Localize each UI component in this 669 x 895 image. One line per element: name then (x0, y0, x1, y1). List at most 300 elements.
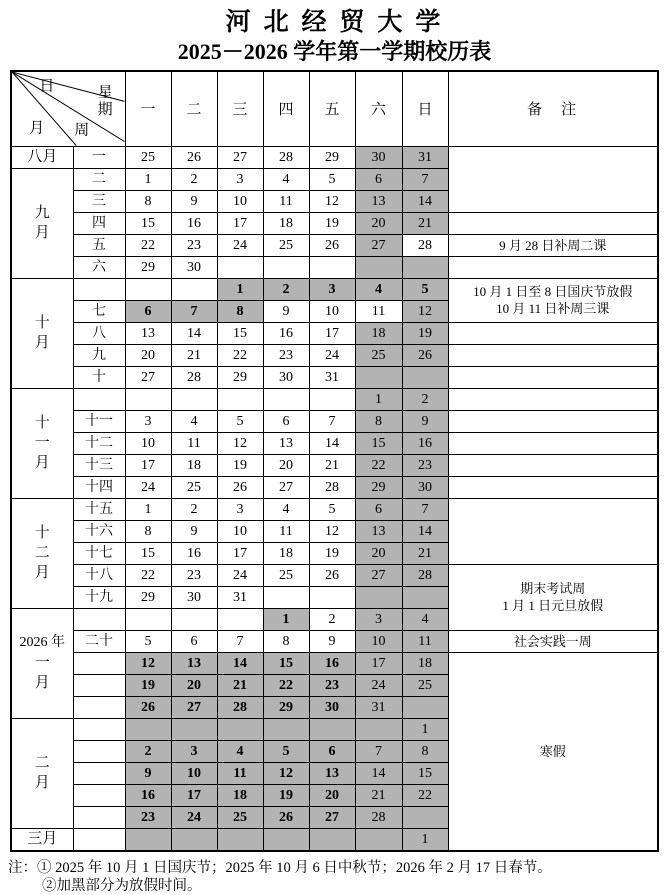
day-cell: 6 (125, 300, 171, 322)
day-cell: 24 (171, 806, 217, 828)
calendar-week-row (11, 410, 658, 432)
day-cell: 1 (402, 828, 448, 851)
day-cell: 5 (309, 498, 355, 520)
weekday-header-mon: 一 (125, 71, 171, 146)
calendar-week-row (11, 322, 658, 344)
week-number-label (73, 652, 125, 674)
day-cell: 23 (263, 344, 309, 366)
calendar-week-row (11, 256, 658, 278)
week-number-label: 七 (73, 300, 125, 322)
day-cell: 30 (309, 696, 355, 718)
day-cell: 15 (263, 652, 309, 674)
day-cell: 1 (217, 278, 263, 300)
day-cell: 13 (309, 762, 355, 784)
day-cell: 27 (125, 366, 171, 388)
day-cell: 16 (171, 212, 217, 234)
weekday-header-tue: 二 (171, 71, 217, 146)
day-cell (217, 388, 263, 410)
calendar-week-row (11, 630, 658, 652)
week-number-label (73, 828, 125, 851)
footnote-2: ②加黑部分为放假时间。 (42, 877, 202, 894)
day-cell (402, 696, 448, 718)
day-cell: 31 (309, 366, 355, 388)
day-cell: 20 (263, 454, 309, 476)
day-cell: 22 (125, 564, 171, 586)
week-number-label: 九 (73, 344, 125, 366)
day-cell: 27 (355, 234, 402, 256)
day-cell: 9 (171, 520, 217, 542)
day-cell: 18 (402, 652, 448, 674)
day-cell: 28 (402, 564, 448, 586)
calendar-week-row (11, 366, 658, 388)
day-cell (125, 278, 171, 300)
footnotes (8, 859, 669, 895)
week-number-label: 十五 (73, 498, 125, 520)
day-cell: 8 (263, 630, 309, 652)
day-cell: 17 (309, 322, 355, 344)
day-cell: 3 (355, 608, 402, 630)
day-cell: 4 (171, 410, 217, 432)
day-cell: 5 (309, 168, 355, 190)
day-cell: 23 (309, 674, 355, 696)
day-cell (355, 366, 402, 388)
remark-cell (448, 498, 658, 564)
week-number-label: 五 (73, 234, 125, 256)
day-cell: 6 (355, 498, 402, 520)
day-cell: 16 (263, 322, 309, 344)
weekday-header-fri: 五 (309, 71, 355, 146)
day-cell (171, 608, 217, 630)
calendar-week-row (11, 146, 658, 168)
day-cell: 28 (217, 696, 263, 718)
page-subtitle: 2025－2026 学年第一学期校历表 (177, 39, 492, 64)
calendar-week-row (11, 212, 658, 234)
day-cell (263, 828, 309, 851)
calendar-week-row (11, 432, 658, 454)
day-cell: 12 (309, 520, 355, 542)
week-number-label: 二十 (73, 630, 125, 652)
day-cell: 3 (217, 498, 263, 520)
day-cell: 6 (355, 168, 402, 190)
day-cell: 31 (355, 696, 402, 718)
day-cell: 15 (125, 542, 171, 564)
day-cell: 27 (309, 806, 355, 828)
week-number-label: 三 (73, 190, 125, 212)
calendar-week-row (11, 234, 658, 256)
day-cell: 23 (171, 564, 217, 586)
day-cell: 14 (402, 190, 448, 212)
day-cell: 7 (171, 300, 217, 322)
table-header-row (11, 71, 658, 146)
day-cell: 21 (355, 784, 402, 806)
weekday-header-sat: 六 (355, 71, 402, 146)
day-cell (402, 366, 448, 388)
day-cell: 16 (171, 542, 217, 564)
day-cell: 15 (217, 322, 263, 344)
day-cell: 1 (402, 718, 448, 740)
day-cell: 11 (263, 190, 309, 212)
remark-cell (448, 388, 658, 410)
day-cell: 30 (171, 586, 217, 608)
day-cell: 4 (263, 498, 309, 520)
day-cell: 28 (355, 806, 402, 828)
calendar-week-row (11, 344, 658, 366)
day-cell: 15 (355, 432, 402, 454)
day-cell: 20 (309, 784, 355, 806)
month-label: 2026 年 一 月 (11, 608, 73, 718)
day-cell: 16 (125, 784, 171, 806)
week-number-label: 八 (73, 322, 125, 344)
remark-cell (448, 212, 658, 234)
day-cell (263, 388, 309, 410)
calendar-week-row (11, 388, 658, 410)
day-cell: 27 (263, 476, 309, 498)
day-cell: 11 (402, 630, 448, 652)
day-cell: 2 (309, 608, 355, 630)
day-cell: 29 (125, 586, 171, 608)
day-cell: 25 (263, 564, 309, 586)
day-cell: 21 (402, 212, 448, 234)
month-label: 十 月 (11, 278, 73, 388)
week-number-label: 十四 (73, 476, 125, 498)
day-cell: 25 (217, 806, 263, 828)
day-cell: 1 (125, 168, 171, 190)
remark-cell (448, 146, 658, 212)
remark-cell: 寒假 (448, 652, 658, 851)
day-cell: 10 (125, 432, 171, 454)
day-cell: 7 (309, 410, 355, 432)
day-cell: 19 (402, 322, 448, 344)
day-cell: 27 (217, 146, 263, 168)
day-cell: 17 (355, 652, 402, 674)
remark-header: 备 注 (448, 71, 658, 146)
day-cell: 14 (355, 762, 402, 784)
day-cell (355, 586, 402, 608)
day-cell: 9 (171, 190, 217, 212)
week-number-label (73, 696, 125, 718)
day-cell: 25 (355, 344, 402, 366)
day-cell: 25 (171, 476, 217, 498)
day-cell (125, 828, 171, 851)
day-cell: 29 (217, 366, 263, 388)
day-cell: 3 (125, 410, 171, 432)
day-cell: 3 (171, 740, 217, 762)
day-cell: 10 (217, 190, 263, 212)
calendar-week-row (11, 564, 658, 586)
remark-cell (448, 410, 658, 432)
day-cell: 9 (402, 410, 448, 432)
day-cell: 23 (125, 806, 171, 828)
month-label: 二 月 (11, 718, 73, 828)
day-cell: 6 (263, 410, 309, 432)
remark-cell: 10 月 1 日至 8 日国庆节放假 10 月 11 日补周三课 (448, 278, 658, 322)
day-cell (355, 718, 402, 740)
day-cell: 19 (309, 542, 355, 564)
day-cell (217, 608, 263, 630)
day-cell: 8 (355, 410, 402, 432)
day-cell: 10 (309, 300, 355, 322)
day-cell: 12 (125, 652, 171, 674)
day-cell: 3 (309, 278, 355, 300)
day-cell (309, 388, 355, 410)
day-cell (355, 256, 402, 278)
day-cell (125, 608, 171, 630)
day-cell: 24 (217, 564, 263, 586)
day-cell: 17 (217, 542, 263, 564)
day-cell (309, 586, 355, 608)
week-number-label: 十一 (73, 410, 125, 432)
day-cell: 4 (263, 168, 309, 190)
remark-cell: 社会实践一周 (448, 630, 658, 652)
day-cell: 9 (263, 300, 309, 322)
day-cell: 16 (402, 432, 448, 454)
day-cell (402, 806, 448, 828)
day-cell: 11 (217, 762, 263, 784)
day-cell (263, 718, 309, 740)
remark-cell (448, 476, 658, 498)
day-cell (402, 256, 448, 278)
day-cell: 12 (263, 762, 309, 784)
day-cell: 21 (171, 344, 217, 366)
calendar-week-row (11, 476, 658, 498)
week-number-label (73, 278, 125, 300)
weekday-header-wed: 三 (217, 71, 263, 146)
day-cell: 24 (217, 234, 263, 256)
week-number-label: 十 (73, 366, 125, 388)
day-cell (125, 388, 171, 410)
day-cell: 29 (309, 146, 355, 168)
day-cell: 28 (402, 234, 448, 256)
day-cell: 18 (263, 542, 309, 564)
day-cell: 10 (171, 762, 217, 784)
day-cell: 11 (263, 520, 309, 542)
day-cell: 22 (263, 674, 309, 696)
day-cell: 20 (125, 344, 171, 366)
day-cell: 22 (125, 234, 171, 256)
day-cell: 3 (217, 168, 263, 190)
day-cell: 23 (402, 454, 448, 476)
day-cell: 20 (355, 212, 402, 234)
day-cell (263, 586, 309, 608)
day-cell: 5 (217, 410, 263, 432)
week-number-label: 二 (73, 168, 125, 190)
day-cell: 29 (355, 476, 402, 498)
day-cell: 30 (402, 476, 448, 498)
week-number-label (73, 784, 125, 806)
day-cell: 31 (217, 586, 263, 608)
month-label: 十 一 月 (11, 388, 73, 498)
day-cell: 17 (125, 454, 171, 476)
day-cell: 29 (263, 696, 309, 718)
day-cell: 2 (263, 278, 309, 300)
day-cell: 26 (309, 564, 355, 586)
week-number-label (73, 806, 125, 828)
calendar-week-row (11, 498, 658, 520)
day-cell: 16 (309, 652, 355, 674)
day-cell (125, 718, 171, 740)
week-number-label (73, 674, 125, 696)
week-number-label (73, 740, 125, 762)
day-cell (309, 828, 355, 851)
day-cell: 13 (355, 190, 402, 212)
day-cell: 9 (125, 762, 171, 784)
day-cell: 21 (402, 542, 448, 564)
week-number-label (73, 762, 125, 784)
day-cell: 30 (355, 146, 402, 168)
day-cell (263, 256, 309, 278)
week-number-label: 十七 (73, 542, 125, 564)
day-cell (171, 718, 217, 740)
day-cell: 24 (309, 344, 355, 366)
day-cell: 2 (125, 740, 171, 762)
day-cell: 24 (125, 476, 171, 498)
day-cell: 22 (355, 454, 402, 476)
day-cell: 29 (125, 256, 171, 278)
remark-cell (448, 256, 658, 278)
day-cell (217, 256, 263, 278)
week-number-label (73, 608, 125, 630)
day-cell: 21 (309, 454, 355, 476)
day-cell: 2 (402, 388, 448, 410)
remark-cell (448, 322, 658, 344)
day-cell: 28 (171, 366, 217, 388)
calendar-table (10, 70, 659, 852)
day-cell: 18 (263, 212, 309, 234)
day-cell: 19 (217, 454, 263, 476)
day-cell: 23 (171, 234, 217, 256)
day-cell: 5 (125, 630, 171, 652)
day-cell: 11 (355, 300, 402, 322)
day-cell: 25 (263, 234, 309, 256)
day-cell: 18 (171, 454, 217, 476)
remark-cell (448, 454, 658, 476)
week-number-label: 四 (73, 212, 125, 234)
day-cell: 24 (355, 674, 402, 696)
day-cell: 6 (171, 630, 217, 652)
day-cell: 12 (309, 190, 355, 212)
corner-label-weekday: 星期 (95, 84, 112, 119)
week-number-label: 十二 (73, 432, 125, 454)
day-cell: 20 (171, 674, 217, 696)
remark-cell (448, 344, 658, 366)
month-label: 九 月 (11, 168, 73, 278)
day-cell: 5 (402, 278, 448, 300)
week-number-label: 六 (73, 256, 125, 278)
day-cell: 7 (402, 498, 448, 520)
week-number-label: 十八 (73, 564, 125, 586)
week-number-label: 十六 (73, 520, 125, 542)
corner-label-day: 日 (39, 78, 55, 95)
day-cell: 8 (125, 190, 171, 212)
day-cell: 4 (217, 740, 263, 762)
day-cell: 10 (217, 520, 263, 542)
day-cell: 19 (125, 674, 171, 696)
day-cell: 25 (125, 146, 171, 168)
calendar-week-row (11, 652, 658, 674)
day-cell: 22 (217, 344, 263, 366)
day-cell: 17 (171, 784, 217, 806)
day-cell: 19 (309, 212, 355, 234)
day-cell: 26 (171, 146, 217, 168)
day-cell: 1 (263, 608, 309, 630)
remark-cell: 9 月 28 日补周二课 (448, 234, 658, 256)
day-cell: 8 (217, 300, 263, 322)
week-number-label (73, 388, 125, 410)
day-cell: 12 (402, 300, 448, 322)
day-cell: 11 (171, 432, 217, 454)
day-cell: 30 (263, 366, 309, 388)
day-cell (171, 828, 217, 851)
day-cell: 7 (402, 168, 448, 190)
day-cell: 1 (355, 388, 402, 410)
day-cell: 26 (402, 344, 448, 366)
day-cell: 10 (355, 630, 402, 652)
day-cell: 18 (217, 784, 263, 806)
day-cell (309, 718, 355, 740)
day-cell: 26 (309, 234, 355, 256)
day-cell: 30 (171, 256, 217, 278)
day-cell: 7 (355, 740, 402, 762)
day-cell: 14 (171, 322, 217, 344)
calendar-week-row (11, 454, 658, 476)
day-cell: 14 (309, 432, 355, 454)
day-cell: 13 (171, 652, 217, 674)
day-cell: 7 (217, 630, 263, 652)
calendar-week-row (11, 278, 658, 300)
day-cell: 17 (217, 212, 263, 234)
remark-cell (448, 432, 658, 454)
remark-cell (448, 366, 658, 388)
day-cell: 27 (355, 564, 402, 586)
corner-header-cell (11, 71, 125, 146)
day-cell: 6 (309, 740, 355, 762)
weekday-header-sun: 日 (402, 71, 448, 146)
day-cell: 28 (309, 476, 355, 498)
week-number-label: 十九 (73, 586, 125, 608)
day-cell: 4 (355, 278, 402, 300)
day-cell: 26 (217, 476, 263, 498)
remark-cell: 期末考试周 1 月 1 日元旦放假 (448, 564, 658, 630)
footnote-1: 注：① 2025 年 10 月 1 日国庆节；2025 年 10 月 6 日中秋节；2026 年 2 月 17 日春节。 (8, 859, 552, 876)
month-label: 十 二 月 (11, 498, 73, 608)
day-cell: 27 (171, 696, 217, 718)
day-cell (309, 256, 355, 278)
day-cell: 25 (402, 674, 448, 696)
day-cell (217, 828, 263, 851)
day-cell: 1 (125, 498, 171, 520)
day-cell: 28 (263, 146, 309, 168)
corner-label-week: 周 (74, 122, 90, 139)
day-cell: 13 (263, 432, 309, 454)
page-title: 河 北 经 贸 大 学 (225, 8, 444, 36)
day-cell: 14 (217, 652, 263, 674)
month-label: 三月 (11, 828, 73, 851)
corner-label-month: 月 (29, 120, 45, 137)
day-cell: 9 (309, 630, 355, 652)
day-cell: 14 (402, 520, 448, 542)
day-cell: 15 (125, 212, 171, 234)
day-cell: 26 (125, 696, 171, 718)
day-cell: 15 (402, 762, 448, 784)
day-cell: 2 (171, 168, 217, 190)
day-cell: 19 (263, 784, 309, 806)
week-number-label: 一 (73, 146, 125, 168)
day-cell: 13 (125, 322, 171, 344)
day-cell: 22 (402, 784, 448, 806)
day-cell (355, 828, 402, 851)
day-cell: 26 (263, 806, 309, 828)
day-cell: 2 (171, 498, 217, 520)
